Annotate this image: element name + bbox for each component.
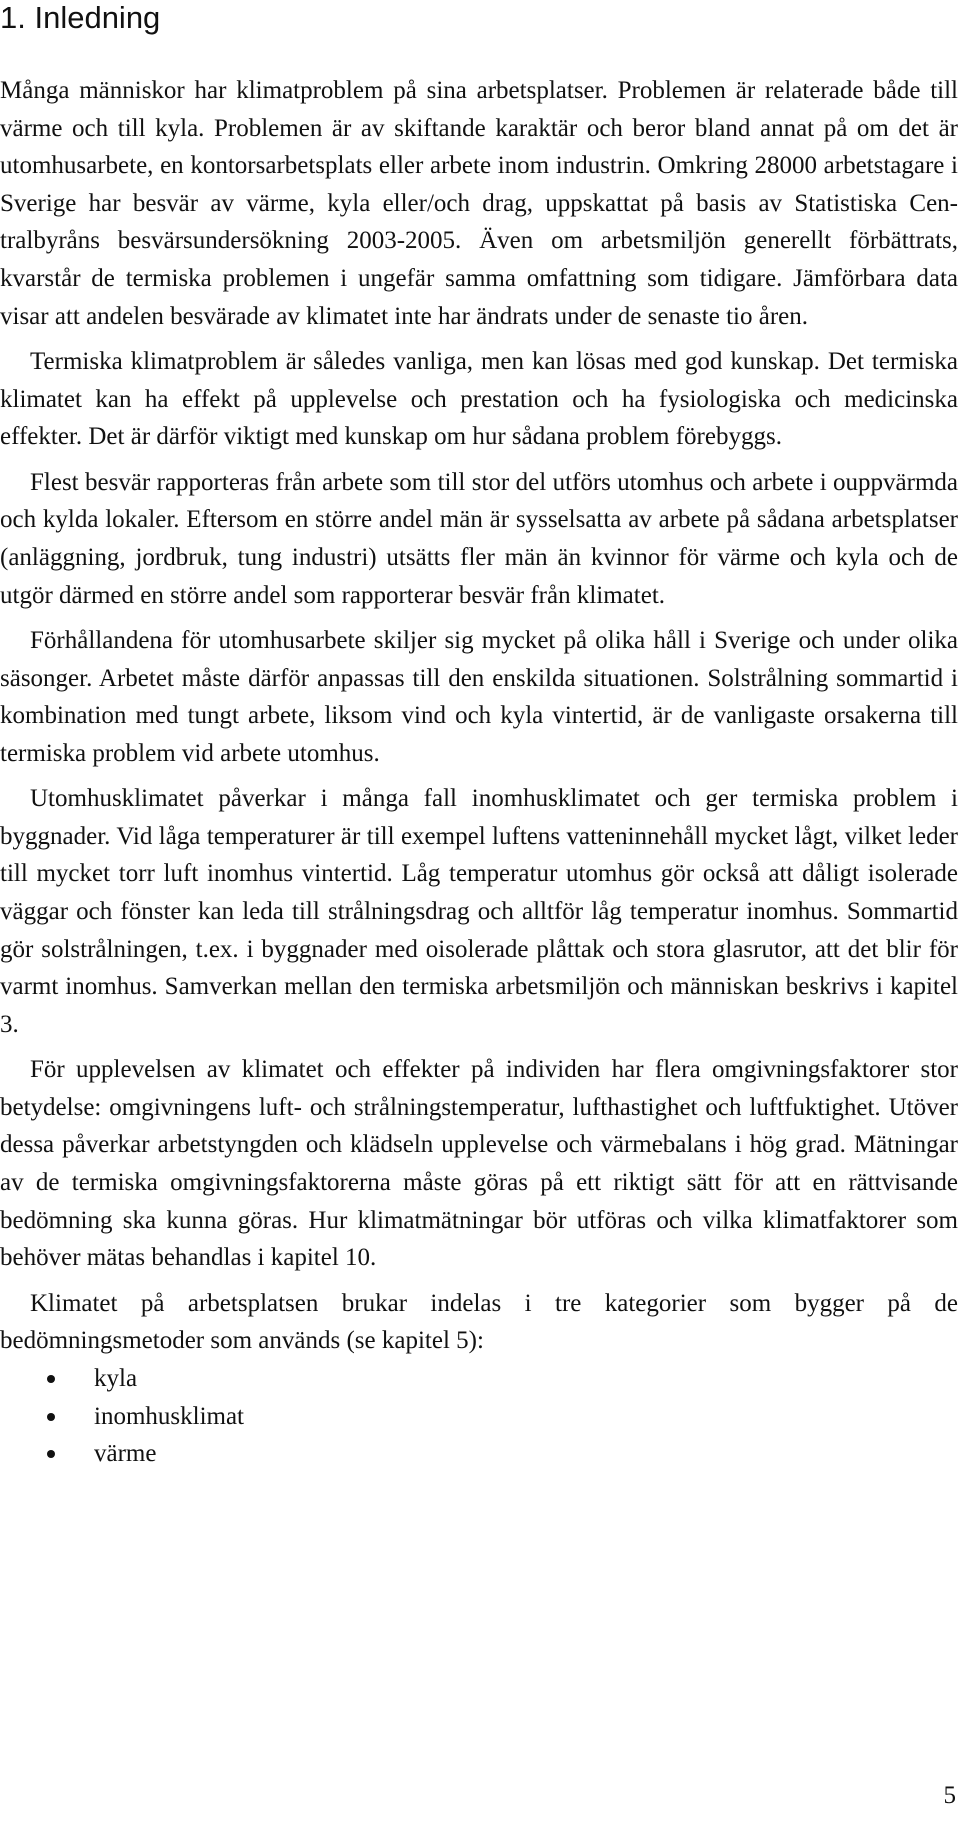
list-item xyxy=(0,1435,958,1473)
paragraph-complaints: Flest besvär rapporteras från arbete som till stor del utförs utomhus och arbete i ouppvärmda och kylda lokaler. Eftersom en större andel män är sysselsatta av arbete på sådana arbetsplatser (anläggning, jordbruk, tung industri) utsätts fler män än kvinnor för värme och kyla och de utgör därmed en större andel som rapporterar besvär från klimatet. xyxy=(0,468,958,609)
list-item-label: värme xyxy=(94,1440,157,1468)
category-list xyxy=(0,1360,958,1473)
page-number: 5 xyxy=(943,1782,956,1809)
section-heading: 1. Inledning xyxy=(0,0,161,35)
bullet-icon xyxy=(47,1413,55,1421)
list-item-label: inomhusklimat xyxy=(94,1402,244,1430)
bullet-icon xyxy=(47,1375,55,1383)
paragraph-knowledge: Termiska klimatproblem är således vanliga, men kan lösas med god kunskap. Det termiska klimatet kan ha effekt på upplevelse och prestation och ha fysiologiska och medicinska effekter. Det är därför viktigt med kunskap om hur sådana problem förebyggs. xyxy=(0,348,958,451)
paragraph-outdoor-climate: Utomhusklimatet påverkar i många fall inomhusklimatet och ger termiska problem i byggnader. Vid låga temperaturer är till exempel luftens vatteninnehåll mycket lågt, vilket leder till mycket torr luft inomhus vintertid. Låg temperatur utomhus gör också att dåligt isolerade väggar och fönster kan leda till strålningsdrag och alltför låg temperatur inomhus. Sommartid gör solstrålningen, t.ex. i byggnader med oisolerade plåttak och stora glasrutor, att det blir för varmt inomhus. Samverkan mellan den termiska arbetsmiljön och människan beskrivs i kapitel 3. xyxy=(0,785,958,1038)
paragraph-categories: Klimatet på arbetsplatsen brukar indelas i tre kategorier som bygger på de bedömningsmetoder som används (se kapitel 5): xyxy=(0,1289,958,1355)
list-item-label: kyla xyxy=(94,1364,138,1392)
list-item xyxy=(0,1360,958,1398)
paragraph-intro: Många människor har klimatproblem på sina arbetsplatser. Problemen är relaterade både till värme och till kyla. Problemen är av skiftande karaktär och beror bland annat på om det är utomhusarbete, en kontorsarbetsplats eller arbete inom industrin. Omkring 28000 arbetstagare i Sverige har besvär av värme, kyla eller/och drag, uppskattat på basis av Statistiska Centralbyråns besvärsundersökning 2003-2005. Även om arbetsmiljön generellt förbättrats, kvarstår de termiska problemen i ungefär samma omfattning som tidigare. Jämförbara data visar att andelen besvärade av klimatet inte har ändrats under de senaste tio åren. xyxy=(0,77,958,330)
paragraph-outdoor-work: Förhållandena för utomhusarbete skiljer sig mycket på olika håll i Sverige och under olika säsonger. Arbetet måste därför anpassas till den enskilda situationen. Solstrålning sommartid i kombination med tungt arbete, liksom vind och kyla vintertid, är de vanligaste orsakerna till termiska problem vid arbete utomhus. xyxy=(0,626,958,767)
list-item xyxy=(0,1398,958,1436)
bullet-icon xyxy=(47,1450,55,1458)
paragraph-environment-factors: För upplevelsen av klimatet och effekter på individen har flera omgivningsfaktorer stor betydelse: omgivningens luft- och strålningstemperatur, lufthastighet och luftfuktighet. Utöver dessa påverkar arbetstyngden och klädseln upplevelse och värmebalans i hög grad. Mätningar av de termiska omgivningsfaktorerna måste göras på ett riktigt sätt för att en rättvisande bedömning ska kunna göras. Hur klimatmätningar bör utföras och vilka klimatfaktorer som behöver mätas behandlas i kapitel 10. xyxy=(0,1056,958,1272)
body-text xyxy=(0,72,958,1473)
